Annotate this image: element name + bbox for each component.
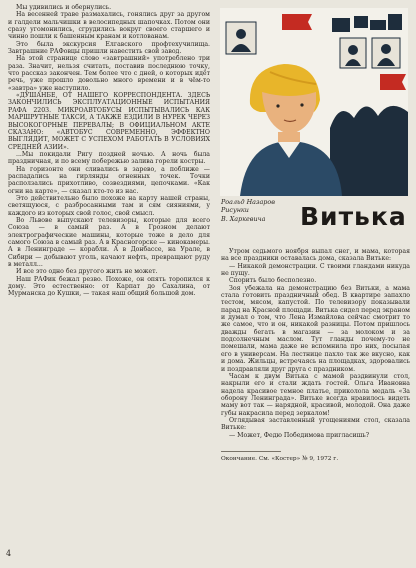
page-number: 4 xyxy=(6,549,12,558)
boy-and-crowd-drawing xyxy=(220,8,408,196)
paragraph: Это была экскурсия Елгавского профтехучилища. Завтрашние РАФовцы пришли навестить свой завод. xyxy=(8,40,210,56)
paragraph: Наш РАФик бежал резво. Похоже, он опять торопился к дому. Это естественно: от Карпат до Сахалина, от Мурманска до Кушки, — такая наш общий большой дом. xyxy=(8,275,210,298)
paragraph: На этой странице слово «завтрашний» употреблено три раза. Значит, нельзя считать, поставив последнюю точку, что рассказ закончен. Тем более что с дней, о которых идёт речь, уже прошло довольно много времени и в чём-то «завтра» уже наступило. xyxy=(8,55,210,92)
drawings-label: Рисунки xyxy=(221,206,249,215)
paragraph: ...Мы покидали Ригу поздней ночью. А ночь была праздничная, и по всему побережью залива горели костры. xyxy=(8,150,210,166)
author-name: Роальд Назаров xyxy=(221,198,275,206)
story-title: Витька xyxy=(300,202,407,231)
paragraph: Это действительно было похоже на карту нашей страны, светящуюся, с разбросанными там и сям сияниями, у каждого из которых свой голос, свой смысл. xyxy=(8,194,210,217)
paragraph: Зоя убежала на демонстрацию без Витьки, а мама стала готовить праздничный обед. В квартире запахло тестом, мясом, капустой. По телевизору показывали парад на Красной площади. Витька сидел перед экраном и думал о том, что Лена Измайлова сейчас смотрит то же самое, что и он, никакой разницы. Потом пришлось дважды бегать в магазин — за молоком и за подсолнечным маслом. Тут гланды почему-то не помешали, мама даже не вспомнила про них, посылая его в универсам. На лестнице пахло так же вкусно, как и дома. Жильцы, встречаясь на площадках, здоровались и поздравляли друг друга с праздником. xyxy=(221,284,410,373)
paragraph: — Может, Федю Победимова пригласишь? xyxy=(229,431,370,439)
paragraph: Спорить было бесполезно. xyxy=(229,277,317,285)
footnote-divider xyxy=(221,451,281,452)
artist-name: В. Харкевича xyxy=(221,214,266,223)
telegram-paragraph: «ДУШАНБЕ, ОТ НАШЕГО КОРРЕСПОНДЕНТА. ЗДЕСЬ ЗАКОНЧИЛИСЬ ЭКСПЛУАТАЦИОННЫЕ ИСПЫТАНИЯ РАФА 2203. МИКРОАВТОБУСЫ ИСПЫТЫВАЛИСЬ КАК МАРШРУТНЫЕ ТАКСИ, А ТАКЖЕ ЕЗДИЛИ В НУРЕК ЧЕРЕЗ ВЫСОКОГОРНЫЕ ПЕРЕВАЛЫ; В ОФИЦИАЛЬНОМ АКТЕ СКАЗАНО: «АВТОБУС СОВРЕМЕННО, ЭФФЕКТНО ВЫГЛЯДИТ, МОЖЕТ С УСПЕХОМ РАБОТАТЬ В УСЛОВИЯХ СРЕДНЕЙ АЗИИ». xyxy=(8,92,210,151)
paragraph: Часам к двум Витька с мамой раздвинули стол, накрыли его и стали ждать гостей. Ольга Ивановна надела красивое темное платье, приколола медаль «За оборону Ленинграда». Витьке всегда нравилось видеть маму вот так — нарядной, красивой, молодой. Она даже губы накрасила перед зеркалом! xyxy=(221,372,410,417)
paragraph: Утром седьмого ноября выпал снег, и мама, которая на все праздники оставалась дома, сказала Витьке: xyxy=(221,248,410,263)
paragraph: На весенней траве размахались, гонялись друг за другом и галдели мальчишки в велосипедных шапочках. Потом они сразу угомонились, сгрудились вокруг своего старшего и чинно пошли к башенным кранам и котлованам. xyxy=(8,11,210,41)
story-column xyxy=(221,248,410,463)
paragraph: На горизонте они сливались в зарево, а поближе — распадались на гирлянды огненных точек. Точки расползались прихотливо, созвездиями, цепочками. «Как огни на карте», — сказал кто-то из нас. xyxy=(8,165,210,195)
paragraph: Оглядывая заставленный угощениями стол, сказала Витьке: xyxy=(221,416,410,432)
paragraph: Во Львове выпускают телевизоры, которые для всего Союза — в самый раз. А в Грозном делают электрографические машины, которые тоже в дело для самого Союза в самый раз. А в Красногорске — кинокамеры. А в Ленинграде — корабли. А в Донбассе, на Урале, в Сибири — добывают уголь, качают нефть, превращают руду в металл... xyxy=(8,216,210,269)
paragraph: — Никакой демонстрации. С твоими гландами никуда не пущу. xyxy=(221,262,410,278)
footnote: Окончание. См. «Костер» № 9, 1972 г. xyxy=(221,455,339,462)
paragraph: И все это одно без другого жить не может. xyxy=(16,268,158,276)
story-illustration xyxy=(220,8,408,196)
left-article-column xyxy=(8,4,210,298)
paragraph: Мы удивились и обернулись. xyxy=(16,4,112,11)
